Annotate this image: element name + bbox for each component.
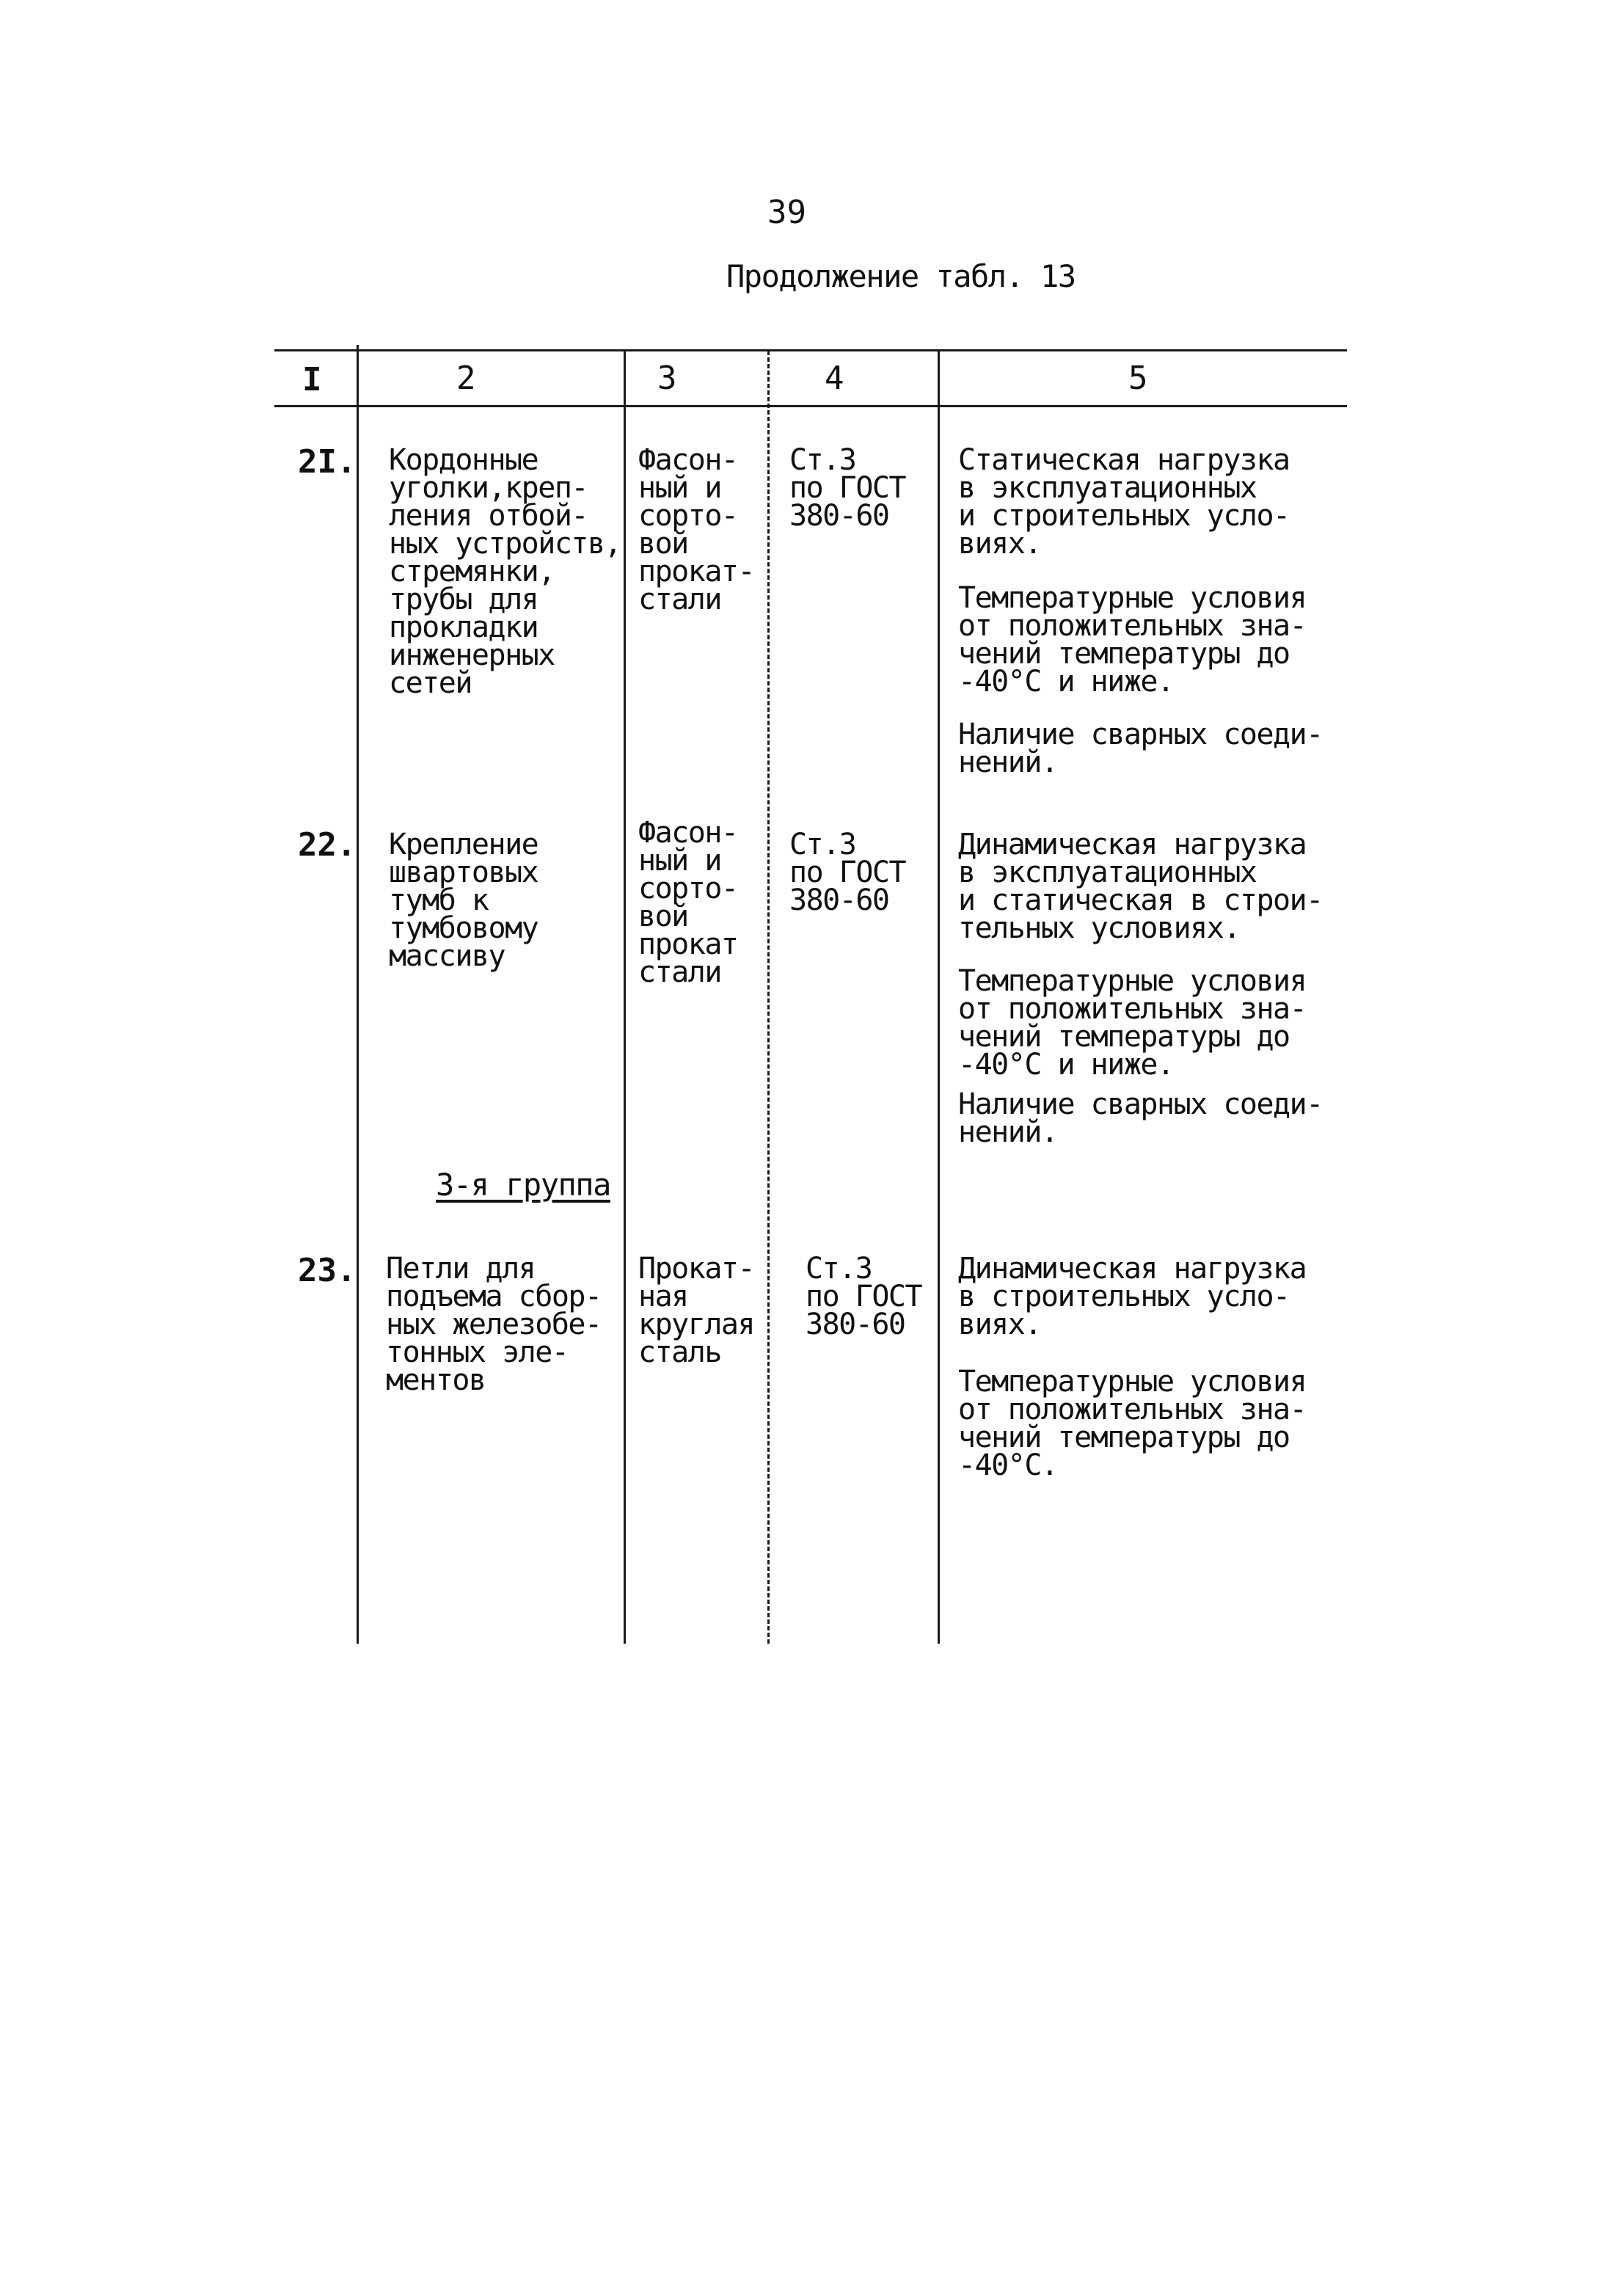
element-name: Крепление швартовых тумб к тумбовому массиву [389,828,538,973]
material-type: Фасон- ный и сорто- вой прокат- стали [638,443,755,616]
header-col-2: 2 [456,360,476,397]
operating-conditions: Наличие сварных соеди- нений. [958,718,1323,779]
operating-conditions: Динамическая нагрузка в эксплуатационных и статическая в строи- тельных условиях. [958,828,1323,945]
steel-grade: Ст.3 по ГОСТ 380-60 [806,1252,922,1341]
header-col-1: I [302,361,322,398]
steel-grade: Ст.3 по ГОСТ 380-60 [789,828,906,917]
header-col-5: 5 [1128,360,1148,397]
column-divider-3 [767,351,770,1644]
table-caption: Продолжение табл. 13 [726,258,1076,294]
operating-conditions: Температурные условия от положительных зна- чений температуры до -40°С и ниже. [958,964,1307,1082]
page-number: 39 [767,194,806,231]
column-divider-4 [938,351,940,1644]
operating-conditions: Статическая нагрузка в эксплуатационных и строительных усло- виях. [958,443,1290,561]
element-name: Кордонные уголки,креп- ления отбой- ных устройств, стремянки, трубы для прокладки инженерных сетей [389,443,621,700]
header-col-4: 4 [825,360,844,397]
header-col-3: 3 [657,360,677,397]
material-type: Прокат- ная круглая сталь [638,1252,755,1369]
column-divider-1 [357,345,359,1644]
row-number: 2I. [298,443,357,481]
row-number: 23. [298,1252,357,1289]
steel-grade: Ст.3 по ГОСТ 380-60 [789,443,906,533]
table-header-rule [274,405,1347,407]
material-type: Фасон- ный и сорто- вой прокат стали [638,816,738,989]
row-number: 22. [298,826,357,864]
table-top-rule [274,349,1347,351]
operating-conditions: Динамическая нагрузка в строительных усло- виях. [958,1252,1307,1341]
group-label: 3-я группа [436,1167,610,1203]
element-name: Петли для подъема сбор- ных железобе- тонных эле- ментов [386,1252,602,1397]
operating-conditions: Температурные условия от положительных зна- чений температуры до -40°С и ниже. [958,581,1307,699]
column-divider-2 [624,351,626,1644]
operating-conditions: Наличие сварных соеди- нений. [958,1087,1323,1149]
operating-conditions: Температурные условия от положительных зна- чений температуры до -40°С. [958,1365,1307,1482]
